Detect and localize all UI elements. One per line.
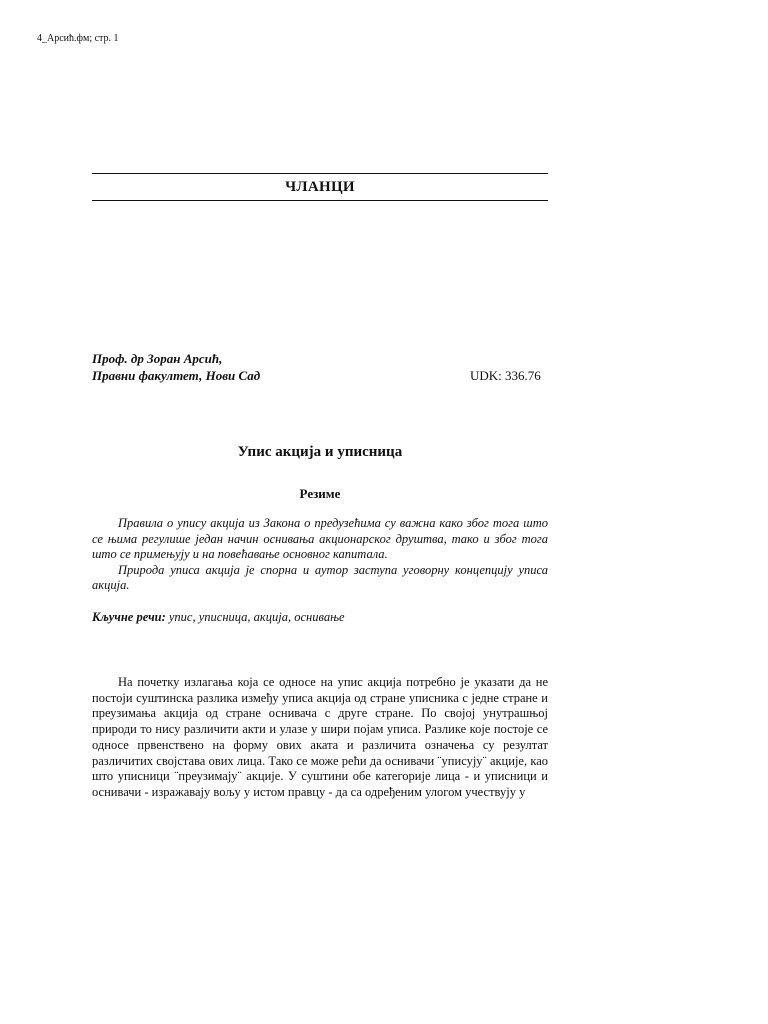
keywords (92, 610, 548, 625)
keywords-label: Кључне речи: (92, 610, 166, 624)
body-paragraph: На почетку излагања која се односе на упис акција потребно је указати да не постоји суштинска разлика између уписа акција од стране уписника с једне стране и преузимања акција од стране оснивача с друге стране. По својој унутрашњој природи то нису различити акти и улазе у шири појам уписа. Разлике које постоје се односе првенствено на форму ових аката и различита означења су резултат различитих својстава ових лица. Тако се може рећи да оснивачи ¨уписују¨ акције, као што уписници ¨преузимају¨ акције. У суштини обе категорије лица - и уписници и оснивачи - изражавају вољу у истом правцу - да са одређеним улогом учествују у (92, 675, 548, 799)
running-head: 4_Арсић.фм; стр. 1 (37, 33, 119, 44)
summary-heading: Резиме (299, 486, 341, 501)
body-text (92, 675, 548, 801)
article-title: Упис акција и уписница (237, 444, 403, 460)
section-rule-top (92, 173, 548, 174)
summary (92, 516, 548, 594)
udk-code: UDK: 336.76 (470, 368, 541, 383)
author-affiliation: Правни факултет, Нови Сад (92, 368, 261, 383)
summary-paragraph: Правила о упису акција из Закона о предузећима су важна како због тога што се њима регулише један начин оснивања акционарског друштва, тако и због тога што се примењују и на повећавање основног капитала. (92, 516, 548, 562)
section-rule-bottom (92, 200, 548, 201)
author-name: Проф. др Зоран Арсић, (92, 351, 223, 366)
keywords-value: упис, уписница, акција, оснивање (165, 610, 345, 624)
section-title: ЧЛАНЦИ (285, 179, 355, 195)
summary-paragraph: Природа уписа акција је спорна и аутор заступа уговорну концепцију уписа акција. (92, 562, 548, 593)
author-block (92, 350, 260, 384)
